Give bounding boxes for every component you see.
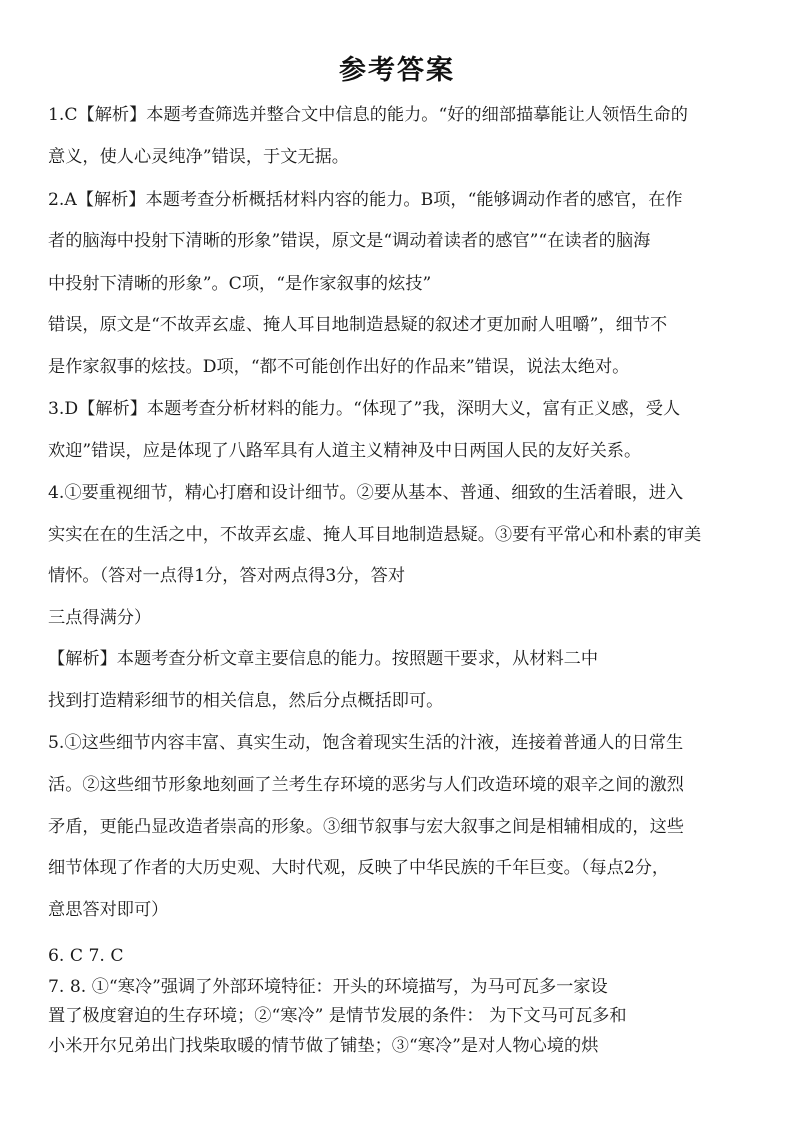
answer-line-20: 意思答对即可） <box>48 900 169 920</box>
answer-line-7: 是作家叙事的炫技。D项，“都不可能创作出好的作品来”错误，说法太绝对。 <box>48 357 630 377</box>
answer-line-14: 【解析】本题考查分析文章主要信息的能力。按照题干要求，从材料二中 <box>48 649 599 669</box>
answer-line-12: 情怀。（答对一点得1分，答对两点得3分，答对 <box>48 566 406 586</box>
answer-line-16: 5.①这些细节内容丰富、真实生动，饱含着现实生活的汁液，连接着普通人的日常生 <box>48 733 684 753</box>
answer-line-1: 1.C【解析】本题考查筛选并整合文中信息的能力。“好的细部描摹能让人领悟生命的 <box>48 105 688 125</box>
answer-line-23: 置了极度窘迫的生存环境；②“寒冷” 是情节发展的条件： 为下文马可瓦多和 <box>48 1006 627 1026</box>
answer-line-24: 小米开尔兄弟出门找柴取暖的情节做了铺垫；③“寒冷”是对人物心境的烘 <box>48 1036 599 1056</box>
answer-line-17: 活。②这些细节形象地刻画了兰考生存环境的恶劣与人们改造环境的艰辛之间的激烈 <box>48 775 684 795</box>
answer-line-10: 4.①要重视细节，精心打磨和设计细节。②要从基本、普通、细致的生活着眼，进入 <box>48 483 684 503</box>
answer-line-3: 2.A【解析】本题考查分析概括材料内容的能力。B项，“能够调动作者的感官，在作 <box>48 190 683 210</box>
answer-line-18: 矛盾，更能凸显改造者崇高的形象。③细节叙事与宏大叙事之间是相辅相成的，这些 <box>48 817 684 837</box>
answer-line-19: 细节体现了作者的大历史观、大时代观，反映了中华民族的千年巨变。（每点2分， <box>48 858 670 878</box>
answer-line-21: 6. C 7. C <box>48 946 124 966</box>
answer-line-22: 7. 8. ①“寒冷”强调了外部环境特征：开头的环境描写，为马可瓦多一家设 <box>48 977 608 997</box>
page-title: 参考答案 <box>339 55 455 86</box>
answer-line-4: 者的脑海中投射下清晰的形象”错误，原文是“调动着读者的感官”“在读者的脑海 <box>48 231 651 251</box>
answer-line-2: 意义，使人心灵纯净”错误，于文无据。 <box>48 147 349 167</box>
answer-line-5: 中投射下清晰的形象”。C项，“是作家叙事的炫技” <box>48 274 432 294</box>
answer-line-15: 找到打造精彩细节的相关信息，然后分点概括即可。 <box>48 691 444 711</box>
answer-line-8: 3.D【解析】本题考查分析材料的能力。“体现了”我，深明大义，富有正义感，受人 <box>48 399 681 419</box>
answer-line-13: 三点得满分） <box>48 608 152 628</box>
answer-line-11: 实实在在的生活之中，不故弄玄虚、掩人耳目地制造悬疑。③要有平常心和朴素的审美 <box>48 525 702 545</box>
answer-line-6: 错误，原文是“不故弄玄虚、掩人耳目地制造悬疑的叙述才更加耐人咀嚼”，细节不 <box>48 315 668 335</box>
answer-line-9: 欢迎”错误，应是体现了八路军具有人道主义精神及中日两国人民的友好关系。 <box>48 441 642 461</box>
